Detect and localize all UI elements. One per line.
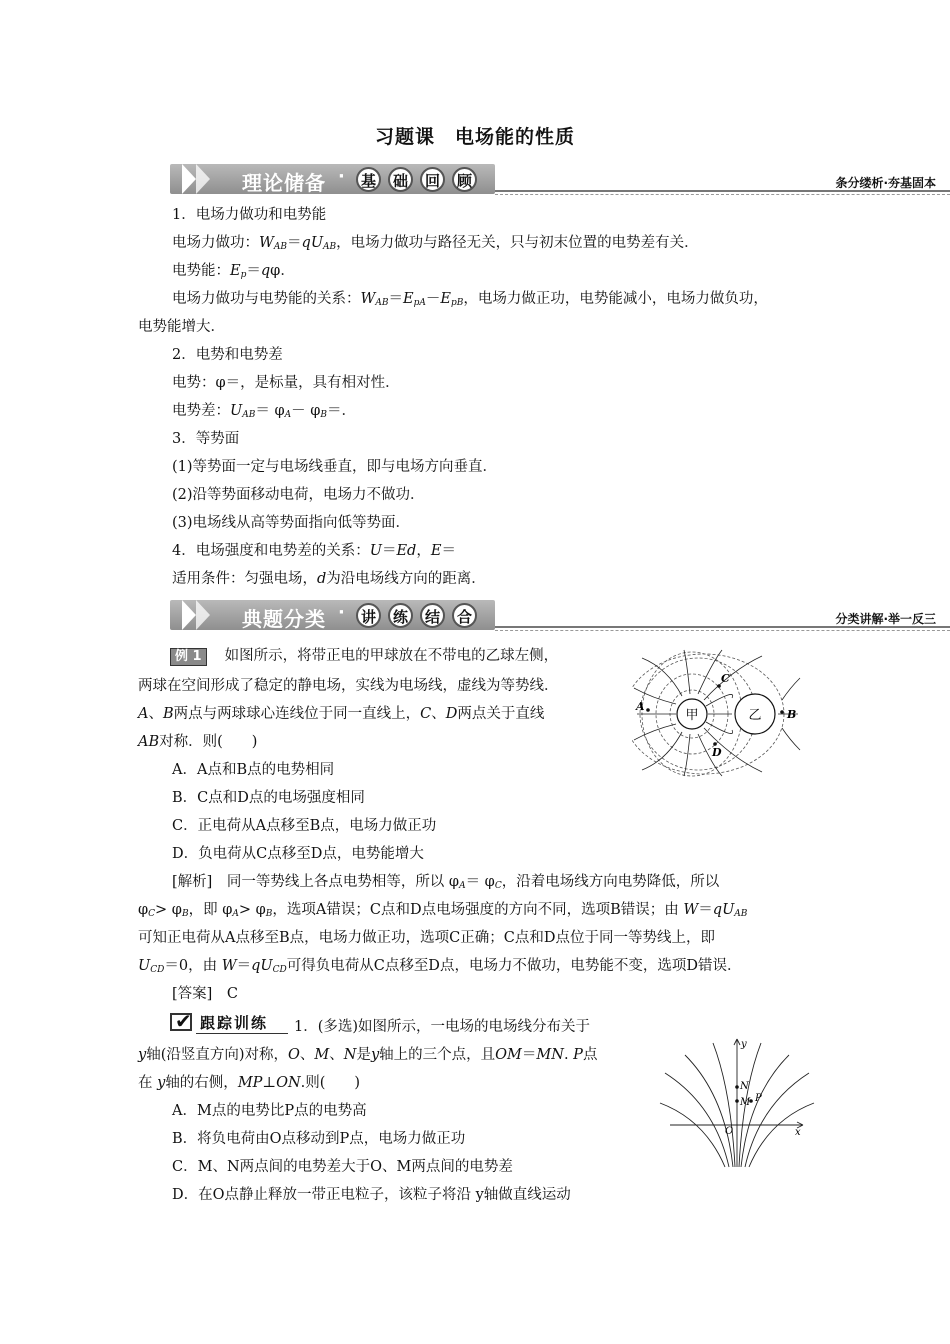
electric-field-figure xyxy=(632,648,802,778)
track-practice-heading xyxy=(170,1009,288,1034)
banner-bar xyxy=(170,600,495,630)
banner-dot: · xyxy=(338,602,345,623)
ball-jia-label: 甲 xyxy=(685,708,699,723)
analysis-line: $\varphi_C> \varphi_B$，即 $\varphi_A> \varphi_B$，选项A错误；C点和D点电场强度的方向不同，选项B错误；由 $W=qU_{AB}$ xyxy=(138,902,748,919)
checkbox-icon xyxy=(170,1009,192,1033)
banner-bar xyxy=(170,164,495,194)
theory-line: 电势能：$E_p=q\varphi$． xyxy=(172,263,295,280)
answer-line: [答案] C xyxy=(172,986,238,1002)
banner-circle: 结 xyxy=(420,603,445,628)
banner-subtitle: 分类讲解·举一反三 xyxy=(835,612,936,626)
check-icon: ✔ xyxy=(175,1009,192,1033)
example-question-line: 例 1 如图所示，将带正电的甲球放在不带电的乙球左侧， xyxy=(170,646,558,666)
option-b: B．将负电荷由O点移动到P点，电场力做正功 xyxy=(172,1131,466,1147)
point-b-label: B xyxy=(787,708,797,721)
ball-yi-label: 乙 xyxy=(748,708,762,723)
banner-title: 理论储备 xyxy=(242,171,326,195)
theory-heading-1: 1．电场力做功和电势能 xyxy=(172,207,327,223)
theory-line: 电势：φ＝，是标量，具有相对性． xyxy=(172,375,400,391)
analysis-line: $U_{CD}=0$，由 $W=qU_{CD}$可得负电荷从C点移至D点，电场力不做功，电势能不变，选项D错误． xyxy=(138,958,742,975)
point-m-label: M xyxy=(740,1097,751,1108)
axis-x-label: x xyxy=(795,1127,801,1138)
analysis-line: [解析] 同一等势线上各点电势相等，所以 $\varphi_A= \varphi_C$，沿着电场线方向电势降低，所以 xyxy=(172,874,720,891)
option-a: A．A点和B点的电势相同 xyxy=(172,762,335,778)
point-o-label: O xyxy=(725,1126,734,1137)
banner-subtitle: 条分缕析·夯基固本 xyxy=(835,176,936,190)
theory-line: 电势能增大． xyxy=(138,319,225,335)
point-c-label: C xyxy=(721,672,730,685)
analysis-line: 可知正电荷从A点移至B点，电场力做正功，选项C正确；C点和D点位于同一等势线上，即 xyxy=(138,930,715,946)
practice-question-line: 1．(多选)如图所示，一电场的电场线分布关于 xyxy=(294,1019,591,1035)
practice-question-line: y轴(沿竖直方向)对称，O、M、N是y轴上的三个点，且OM＝MN. P点 xyxy=(138,1047,598,1063)
page-title: 习题课 电场能的性质 xyxy=(374,126,575,148)
theory-line: 适用条件：匀强电场，d为沿电场线方向的距离． xyxy=(172,571,486,587)
theory-line: 电场力做功与电势能的关系：$W_{AB}=E_{pA}-E_{pB}$，电场力做正功，电势能减小，电场力做负功， xyxy=(172,291,768,308)
axis-y-label: y xyxy=(741,1039,747,1050)
point-p-label: P xyxy=(755,1093,762,1104)
banner-circle: 础 xyxy=(388,167,413,192)
theory-line: 电场力做功：$W_{AB}=qU_{AB}$，电场力做功与路径无关，只与初末位置的电势差有关． xyxy=(172,235,699,252)
chevron-icon xyxy=(196,600,210,630)
option-d: D．负电荷从C点移至D点，电势能增大 xyxy=(172,846,424,862)
track-label: 跟踪训练 xyxy=(200,1014,269,1032)
chevron-icon xyxy=(182,164,196,194)
banner-circle: 基 xyxy=(356,167,381,192)
section-banner-theory xyxy=(170,162,950,198)
theory-line: (1)等势面一定与电场线垂直，即与电场方向垂直． xyxy=(172,459,498,475)
chevron-icon xyxy=(196,164,210,194)
banner-circle: 顾 xyxy=(452,167,477,192)
example-question-line: 两球在空间形成了稳定的静电场，实线为电场线，虚线为等势线． xyxy=(138,678,559,694)
field-lines-figure xyxy=(655,1035,815,1170)
chevron-icon xyxy=(182,600,196,630)
point-n-label: N xyxy=(740,1081,749,1092)
example-question-line: A、B两点与两球球心连线位于同一直线上，C、D两点关于直线 xyxy=(138,706,545,722)
banner-circle: 讲 xyxy=(356,603,381,628)
theory-heading-2: 2．电势和电势差 xyxy=(172,347,283,363)
option-b: B．C点和D点的电场强度相同 xyxy=(172,790,365,806)
example-question-line: AB对称．则( ) xyxy=(138,734,258,750)
section-banner-examples xyxy=(170,598,950,634)
point-a-label: A xyxy=(636,700,645,713)
theory-heading-3: 3．等势面 xyxy=(172,431,240,447)
point-d-label: D xyxy=(712,746,722,759)
option-c: C．M、N两点间的电势差大于O、M两点间的电势差 xyxy=(172,1159,513,1175)
banner-title: 典题分类 xyxy=(242,607,326,631)
banner-circle: 练 xyxy=(388,603,413,628)
option-c: C．正电荷从A点移至B点，电场力做正功 xyxy=(172,818,437,834)
banner-dot: · xyxy=(338,166,345,187)
theory-heading-4: 4．电场强度和电势差的关系：U＝Ed，E＝ xyxy=(172,543,456,559)
track-underline xyxy=(196,1033,288,1034)
theory-line: 电势差：$U_{AB}= \varphi_A- \varphi_B=$． xyxy=(172,403,357,420)
option-d: D．在O点静止释放一带正电粒子，该粒子将沿 y轴做直线运动 xyxy=(172,1187,571,1203)
banner-circle: 回 xyxy=(420,167,445,192)
practice-question-line: 在 y轴的右侧，MP⊥ON.则( ) xyxy=(138,1075,361,1091)
theory-line: (3)电场线从高等势面指向低等势面． xyxy=(172,515,411,531)
banner-circle: 合 xyxy=(452,603,477,628)
option-a: A．M点的电势比P点的电势高 xyxy=(172,1103,367,1119)
example-badge: 例 1 xyxy=(170,648,207,666)
theory-line: (2)沿等势面移动电荷，电场力不做功． xyxy=(172,487,425,503)
